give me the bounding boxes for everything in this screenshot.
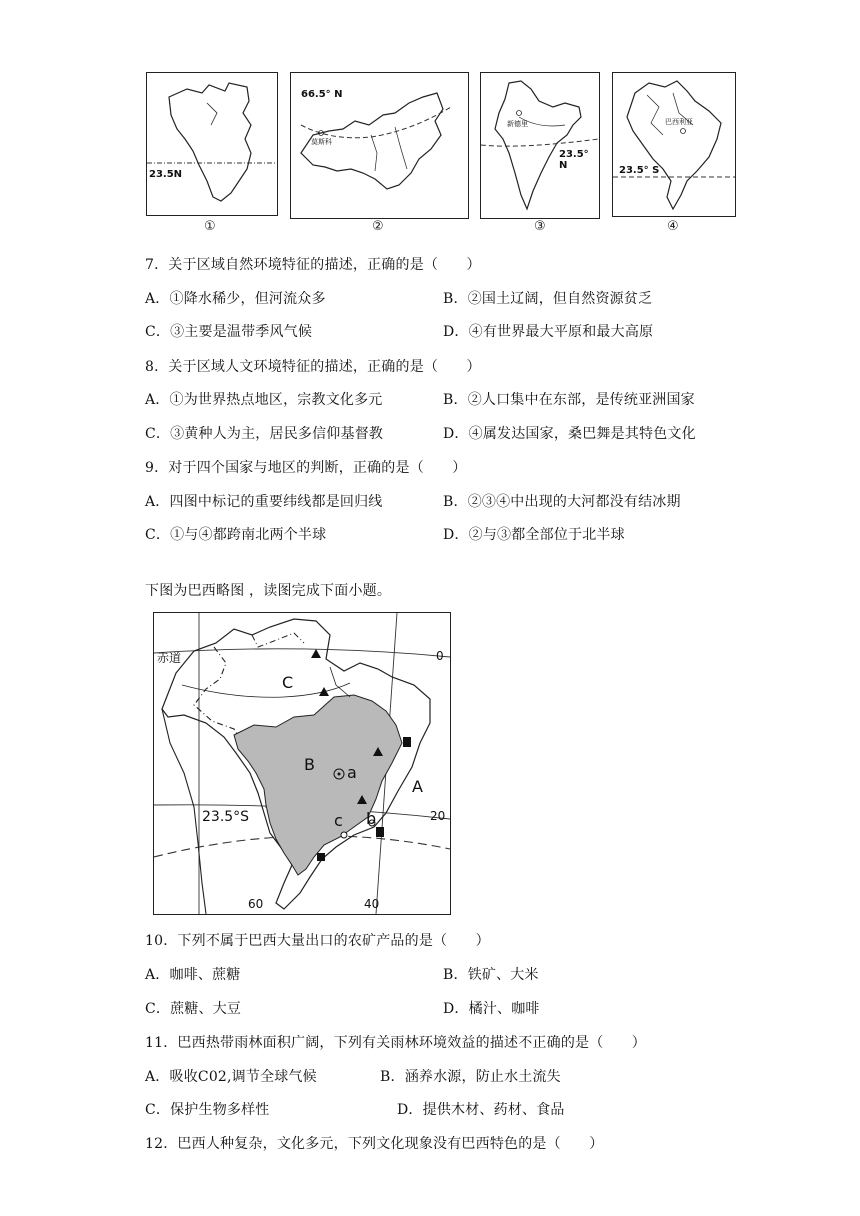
question-9-stem: 9．对于四个国家与地区的判断，正确的是（ ）: [145, 460, 467, 476]
label-b: b: [366, 809, 377, 828]
question-7-stem: 7．关于区域自然环境特征的描述，正确的是（ ）: [145, 257, 481, 273]
question-11-option-a: A．吸收C02,调节全球气候: [145, 1069, 317, 1085]
section-intro: 下图为巴西略图 ，读图完成下面小题。: [145, 583, 392, 599]
lat-label: 23.5°S: [202, 809, 250, 825]
map-4: [612, 72, 736, 217]
map-2-number: ②: [372, 219, 384, 234]
label-A: A: [412, 777, 423, 796]
question-7-option-a: A．①降水稀少，但河流众多: [145, 291, 326, 307]
question-10-option-d: D．橘汁、咖啡: [443, 1001, 540, 1017]
map-4-city-label: 巴西利亚: [665, 118, 693, 126]
map-3-city-label: 新德里: [507, 120, 528, 128]
brazil-map: [153, 612, 451, 915]
question-10-stem: 10．下列不属于巴西大量出口的农矿产品的是（ ）: [145, 933, 490, 949]
label-a: a: [347, 763, 357, 782]
map-1-lat-label: 23.5N: [149, 169, 183, 180]
equator-label: 赤道: [157, 651, 182, 665]
map-3: [480, 72, 600, 219]
question-8-option-d: D．④属发达国家，桑巴舞是其特色文化: [443, 426, 696, 442]
question-10-option-c: C．蔗糖、大豆: [145, 1001, 242, 1017]
zero-label: 0: [436, 649, 444, 663]
lon-60-label: 60: [248, 897, 264, 911]
question-8-option-b: B．②人口集中在东部，是传统亚洲国家: [443, 392, 695, 408]
map-3-number: ③: [534, 219, 546, 234]
question-7-option-b: B．②国土辽阔，但自然资源贫乏: [443, 291, 653, 307]
question-9-option-c: C．①与④都跨南北两个半球: [145, 527, 327, 543]
map-1-number: ①: [204, 219, 216, 234]
map-2-city-label: 莫斯科: [311, 138, 332, 146]
map-3-lat-label: 23.5° N: [559, 149, 589, 171]
question-8-option-a: A．①为世界热点地区，宗教文化多元: [145, 392, 383, 408]
map-4-number: ④: [667, 219, 679, 234]
lon-40-label: 40: [364, 897, 380, 911]
map-1: [146, 72, 278, 216]
label-B: B: [304, 755, 315, 774]
map-4-lat-label: 23.5° S: [619, 165, 660, 176]
question-8-option-c: C．③黄种人为主，居民多信仰基督教: [145, 426, 384, 442]
question-11-option-c: C．保护生物多样性: [145, 1102, 270, 1118]
question-11-option-b: B．涵养水源，防止水土流失: [380, 1069, 561, 1085]
question-11-stem: 11．巴西热带雨林面积广阔，下列有关雨林环境效益的描述不正确的是（ ）: [145, 1035, 647, 1051]
map-2-lat-label: 66.5° N: [301, 89, 343, 100]
map-2: [290, 72, 469, 219]
question-9-option-b: B．②③④中出现的大河都没有结冰期: [443, 494, 681, 510]
label-C: C: [282, 673, 294, 692]
question-7-option-d: D．④有世界最大平原和最大高原: [443, 324, 654, 340]
question-10-option-a: A．咖啡、蔗糖: [145, 967, 241, 983]
question-9-option-d: D．②与③都全部位于北半球: [443, 527, 625, 543]
question-7-option-c: C．③主要是温带季风气候: [145, 324, 313, 340]
question-12-stem: 12．巴西人种复杂，文化多元，下列文化现象没有巴西特色的是（ ）: [145, 1136, 604, 1152]
lat-20-label: 20: [430, 809, 446, 823]
label-c: c: [334, 811, 343, 830]
question-10-option-b: B．铁矿、大米: [443, 967, 539, 983]
question-8-stem: 8．关于区域人文环境特征的描述，正确的是（ ）: [145, 359, 481, 375]
question-9-option-a: A．四图中标记的重要纬线都是回归线: [145, 494, 383, 510]
question-11-option-d: D．提供木材、药材、食品: [397, 1102, 565, 1118]
